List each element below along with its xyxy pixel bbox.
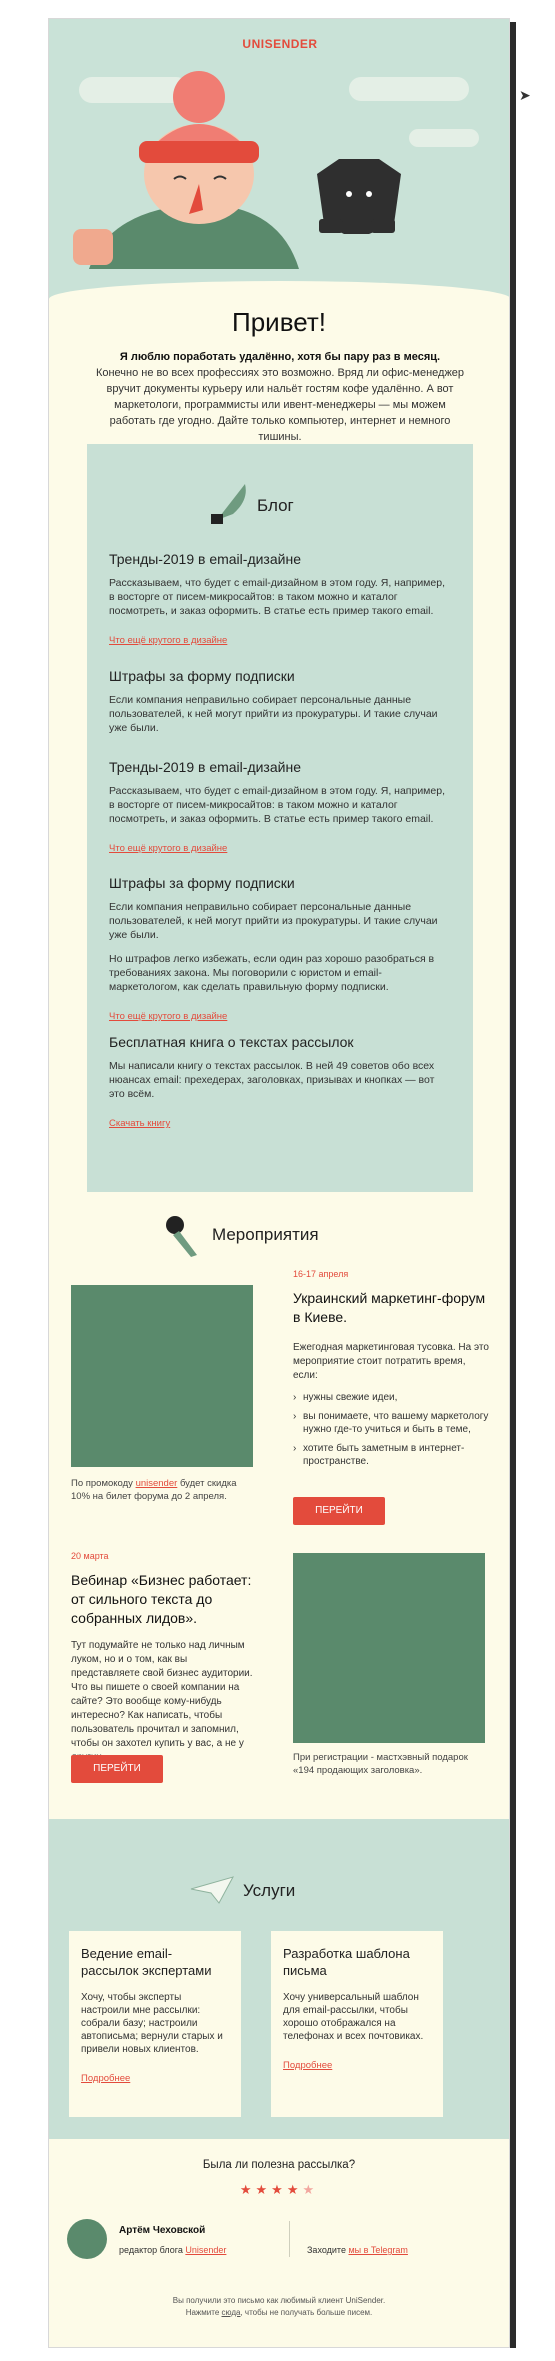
event-bullet: › вы понимаете, что вашему маркетологу нужно где-то учиться и быть в теме, xyxy=(293,1410,489,1436)
footer-line: Нажмите сюда, чтобы не получать больше писем. xyxy=(185,2308,373,2317)
promo-code-link[interactable]: unisender xyxy=(135,1478,178,1489)
post-text: Рассказываем, что будет с email-дизайном в этом году. Я, например, в восторге от писем-микросайтов: в таком можно и каталог посмотреть, и заказ оформить. В статье есть пример такого email. xyxy=(109,577,445,617)
post-text: Если компания неправильно собирает персональные данные пользователей, к ней могут прийти из прокуратуры. И такие случаи уже были. xyxy=(109,694,438,734)
author-name: Артём Чеховской xyxy=(119,2225,206,2236)
blog-section xyxy=(87,444,473,1192)
star-icon[interactable]: ★ xyxy=(255,2183,272,2198)
brand-logo[interactable]: UNISENDER xyxy=(242,37,318,51)
service-title[interactable]: Ведение email-рассылок экспертами xyxy=(81,1946,212,1978)
event-bullets xyxy=(293,1391,489,1474)
events-heading: Мероприятия xyxy=(212,1225,319,1244)
event-gift-note: При регистрации - мастхэвный подарок «194 продающих заголовка». xyxy=(293,1752,468,1776)
feather-icon xyxy=(209,480,249,528)
event-go-button[interactable]: ПЕРЕЙТИ xyxy=(293,1497,385,1525)
greeting-text xyxy=(93,349,467,445)
event-text: Ежегодная маркетинговая тусовка. На это мероприятие стоит потратить время, если: xyxy=(293,1342,489,1381)
service-text: Хочу, чтобы эксперты настроили мне рассылки: собрали базу; настроили автописьма; вернули старых и привели новых клиентов. xyxy=(81,1992,223,2055)
rating-stars xyxy=(49,2183,509,2198)
event-date: 20 марта xyxy=(71,1551,109,1561)
microphone-icon xyxy=(165,1215,199,1259)
service-card xyxy=(69,1931,241,2117)
post-title[interactable]: Тренды-2019 в email-дизайне xyxy=(109,759,301,775)
post-title[interactable]: Бесплатная книга о текстах рассылок xyxy=(109,1034,354,1050)
blog-post xyxy=(109,759,451,855)
post-link[interactable]: Что ещё крутого в дизайне xyxy=(109,635,228,646)
event-text: Тут подумайте не только над личным луком, но и о том, как вы представляете свой бизнес аудитории. Что вы пишете о своей компании на сайте? Это вообще кому-нибудь интересно? Как написать, чтобы пользователь прочитал и запомнил, чтобы он захотел купить у вас, а не у xyxy=(71,1640,253,1749)
telegram-invite: Заходите мы в Telegram xyxy=(307,2245,408,2255)
star-icon[interactable]: ★ xyxy=(271,2183,287,2198)
service-text: Хочу универсальный шаблон для email-рассылки, чтобы хорошо отображался на телефонах и всех почтовиках. xyxy=(283,1992,424,2042)
greeting-lead: Я люблю поработать удалённо, хотя бы пару раз в месяц. xyxy=(119,351,441,363)
divider xyxy=(289,2221,290,2257)
service-more-link[interactable]: Подробнее xyxy=(81,2073,131,2084)
event-image xyxy=(293,1553,485,1743)
service-more-link[interactable]: Подробнее xyxy=(283,2060,333,2071)
footer-line: Вы получили это письмо как любимый клиент UniSender. xyxy=(172,2296,386,2305)
hero-illustration xyxy=(49,19,510,309)
post-text: Если компания неправильно собирает персональные данные пользователей, к ней могут прийти из прокуратуры. И такие случаи уже были. xyxy=(109,901,438,941)
unisender-link[interactable]: Unisender xyxy=(185,2245,227,2255)
event-title[interactable]: Украинский маркетинг-форум в Киеве. xyxy=(293,1290,486,1325)
hero-banner xyxy=(49,19,510,309)
event-promo-note: По промокоду unisender будет скидка 10% на билет форума до 2 апреля. xyxy=(71,1478,237,1502)
services-heading: Услуги xyxy=(243,1881,296,1900)
post-text: Мы написали книгу о текстах рассылок. В ней 49 советов обо всех нюансах email: прехедерах, заголовках, призывах и кнопках — вот это всём. xyxy=(109,1060,435,1100)
service-title[interactable]: Разработка шаблона письма xyxy=(283,1946,410,1978)
star-icon[interactable]: ★ xyxy=(286,2183,303,2198)
footer xyxy=(49,2295,509,2319)
email-frame xyxy=(48,18,510,2348)
blog-post xyxy=(109,1034,451,1130)
post-text-extra: Но штрафов легко избежать, если один раз хорошо разобраться в требованиях закона. Мы поговорили с юристом и email-маркетологом, как сделать правильную форму подписки. xyxy=(109,953,435,993)
post-link[interactable]: Что ещё крутого в дизайне xyxy=(109,1011,228,1022)
blog-post xyxy=(109,551,451,647)
event-go-button[interactable]: ПЕРЕЙТИ xyxy=(71,1755,163,1783)
post-title[interactable]: Штрафы за форму подписки xyxy=(109,875,295,891)
mouse-cursor-icon: ➤ xyxy=(519,88,531,104)
greeting-body: Конечно не во всех профессиях это возможно. Вряд ли офис-менеджер вручит документы курьеру или нальёт гостям кофе удалённо. А вот маркетологи, программисты или ивент-менеджеры — мы можем работать где угодно. Дайте только компьютер, интернет и немного тишины. xyxy=(95,367,465,443)
service-card xyxy=(271,1931,443,2117)
post-text: Рассказываем, что будет с email-дизайном в этом году. Я, например, в восторге от писем-микросайтов: в таком можно и каталог посмотреть, и заказ оформить. В статье есть пример такого email. xyxy=(109,785,445,825)
paper-plane-icon xyxy=(189,1875,235,1905)
author-role: редактор блога Unisender xyxy=(119,2245,227,2255)
blog-post xyxy=(109,875,451,1023)
telegram-link[interactable]: мы в Telegram xyxy=(348,2245,408,2255)
post-link[interactable]: Скачать книгу xyxy=(109,1118,171,1129)
event-bullet: › нужны свежие идеи, xyxy=(293,1391,489,1404)
event-image xyxy=(71,1285,253,1467)
event-date: 16-17 апреля xyxy=(293,1269,349,1279)
unsubscribe-link[interactable]: сюда xyxy=(221,2308,241,2317)
star-icon[interactable]: ★ xyxy=(302,2183,319,2198)
post-link[interactable]: Что ещё крутого в дизайне xyxy=(109,843,228,854)
star-icon[interactable]: ★ xyxy=(239,2183,256,2198)
avatar xyxy=(67,2219,107,2259)
post-title[interactable]: Штрафы за форму подписки xyxy=(109,668,295,684)
post-title[interactable]: Тренды-2019 в email-дизайне xyxy=(109,551,301,567)
blog-heading: Блог xyxy=(257,496,294,515)
event-bullet: › хотите быть заметным в интернет-пространстве. xyxy=(293,1442,489,1468)
blog-post xyxy=(109,668,451,745)
services-section xyxy=(49,1819,510,2139)
greeting-title: Привет! xyxy=(232,307,326,337)
event-title[interactable]: Вебинар «Бизнес работает: от сильного текста до собранных лидов». xyxy=(71,1572,252,1626)
window-shadow xyxy=(510,22,516,2348)
rating-question: Была ли полезна рассылка? xyxy=(202,2159,356,2171)
